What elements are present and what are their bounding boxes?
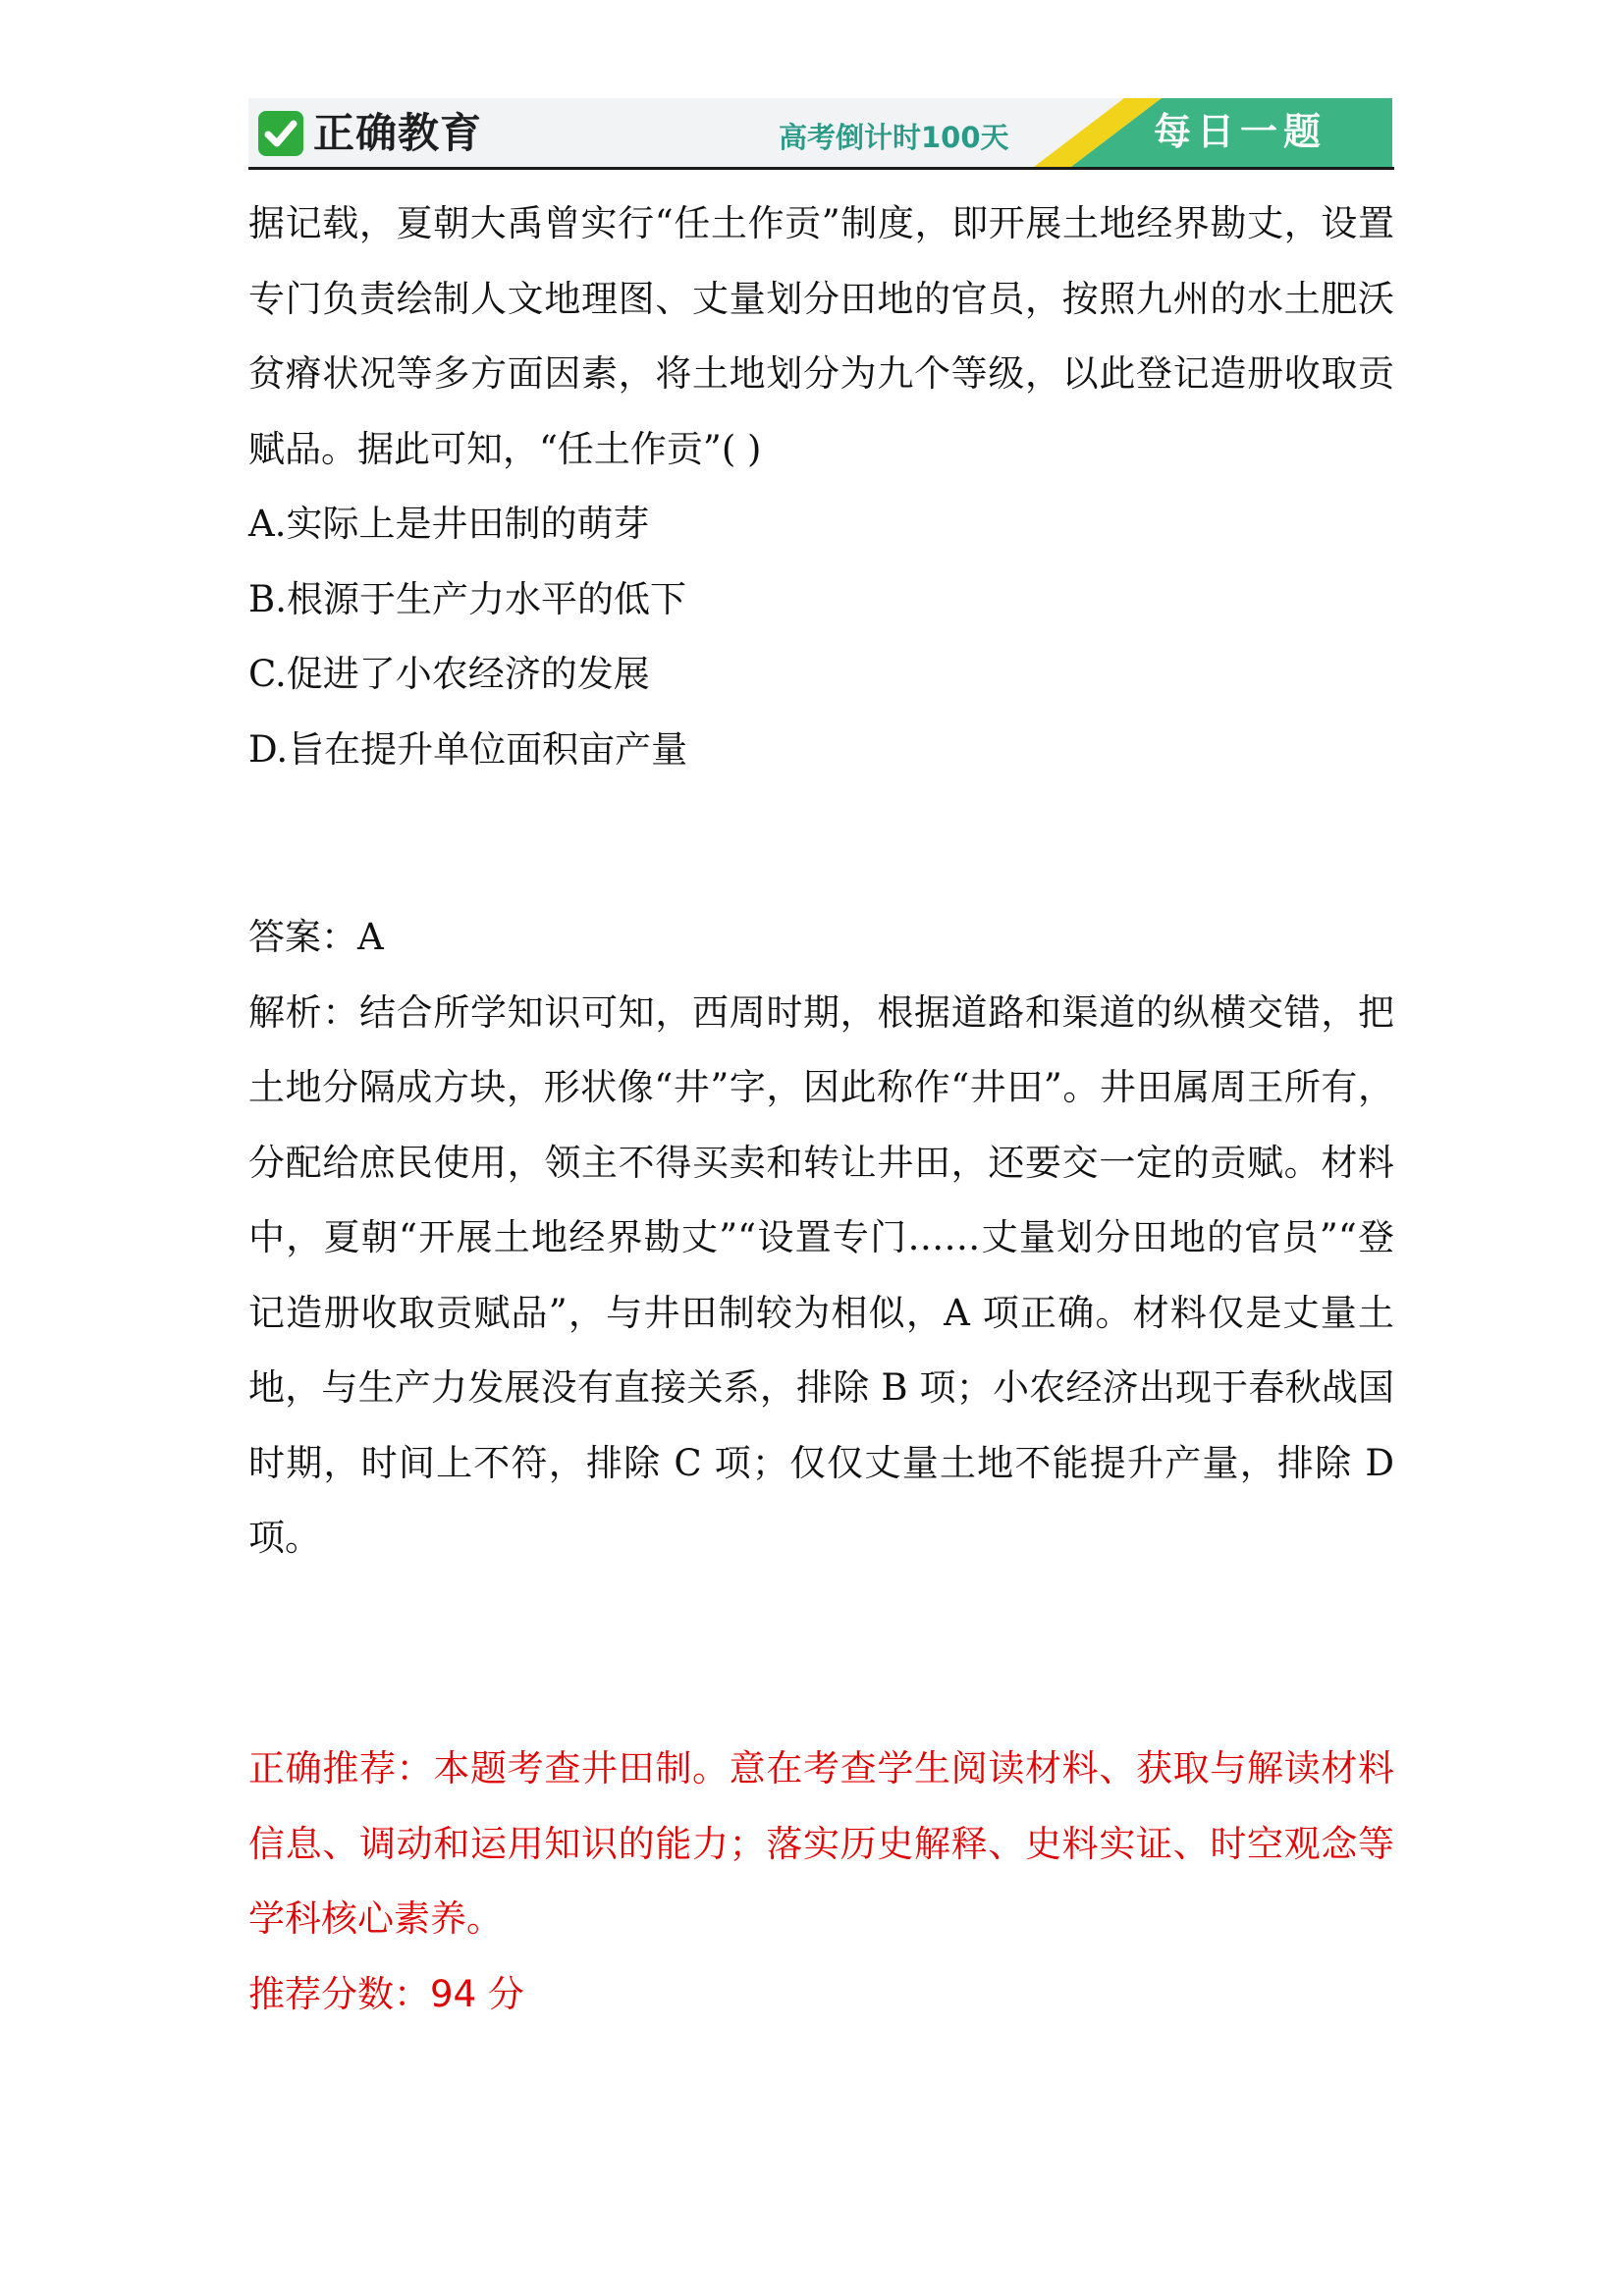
answer-section [248,900,1394,1576]
answer-line: 答案：A [248,916,384,958]
header-rule [248,167,1394,170]
option-c: C.促进了小农经济的发展 [248,653,650,695]
recommendation-section [248,1732,1394,2032]
recommendation-text: 正确推荐：本题考查井田制。意在考查学生阅读材料、获取与解读材料信息、调动和运用知识的能力；落实历史解释、史料实证、时空观念等学科核心素养。 [248,1747,1394,1940]
header-banner [248,98,1392,167]
option-b: B.根源于生产力水平的低下 [248,577,686,620]
analysis-text: 解析：结合所学知识可知，西周时期，根据道路和渠道的纵横交错，把土地分隔成方块，形状像“井”字，因此称作“井田”。井田属周王所有，分配给庶民使用，领主不得买卖和转让井田，还要交一定的贡赋。材料中，夏朝“开展土地经界勘丈”“设置专门……丈量划分田地的官员”“登记造册收取贡赋品”，与井田制较为相似，A 项正确。材料仅是丈量土地，与生产力发展没有直接关系，排除 B 项；小农经济出现于春秋战国时期，时间上不符，排除 C 项；仅仅丈量土地不能提升产量，排除 D 项。 [248,990,1394,1559]
countdown-text: 高考倒计时100天 [779,121,1009,154]
recommendation-score: 推荐分数：94 分 [248,1972,524,2015]
series-title: 每日一题 [1154,110,1327,153]
option-a: A.实际上是井田制的萌芽 [248,503,650,545]
question-section [248,187,1394,487]
brand-name: 正确教育 [313,109,483,157]
option-d: D.旨在提升单位面积亩产量 [248,727,688,771]
question-stem: 据记载，夏朝大禹曾实行“任土作贡”制度，即开展土地经界勘丈，设置专门负责绘制人文地理图、丈量划分田地的官员，按照九州的水土肥沃贫瘠状况等多方面因素，将土地划分为九个等级，以此登记造册收取贡赋品。据此可知，“任土作贡”( ) [248,202,1394,470]
options-list [248,487,1394,787]
check-icon [258,111,303,156]
